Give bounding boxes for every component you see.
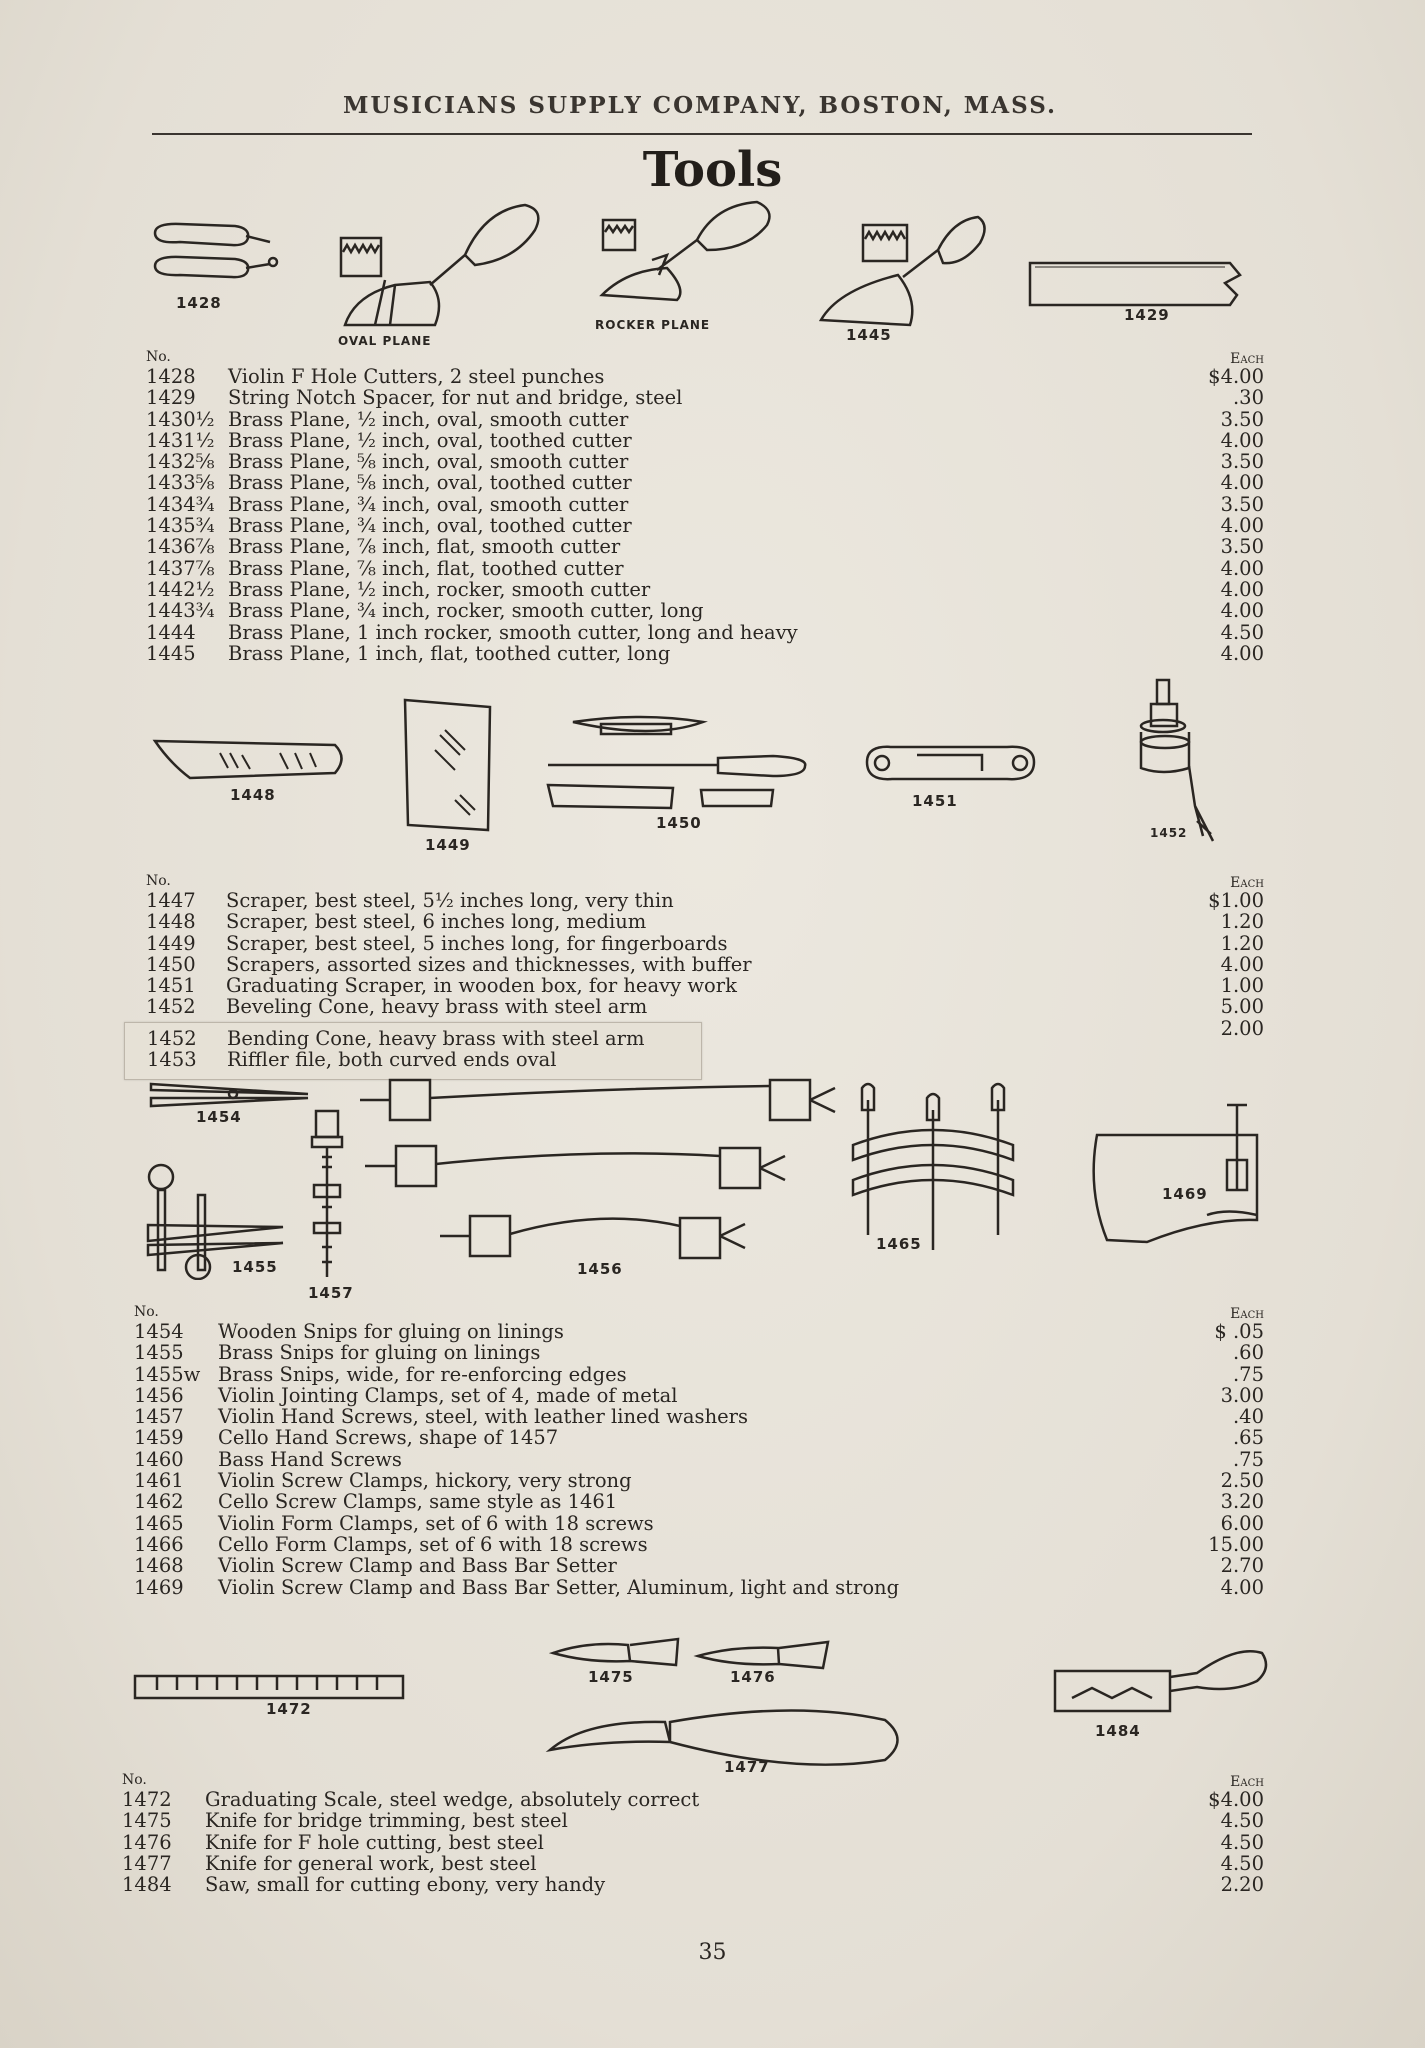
table-planes: [146, 345, 1264, 664]
item-number: 1434¾: [146, 492, 215, 516]
item-price: 3.50: [1220, 407, 1264, 431]
item-price: 4.00: [1220, 514, 1264, 538]
beveling-cone-illustration: [1133, 676, 1228, 851]
bass-bar-setter-illustration: [1087, 1100, 1262, 1245]
graduating-scale-illustration: [132, 1672, 407, 1702]
item-price: 3.00: [1220, 1383, 1264, 1407]
table-row: [122, 1810, 1264, 1831]
item-number: 1448: [146, 910, 196, 934]
item-number: 1452: [147, 1027, 197, 1050]
item-description: Brass Plane, ⅝ inch, oval, smooth cutter: [228, 450, 629, 474]
item-description: Scraper, best steel, 5½ inches long, very thin: [226, 889, 674, 912]
item-price: 4.50: [1220, 1830, 1264, 1854]
item-description: Violin Screw Clamp and Bass Bar Setter: [218, 1554, 617, 1578]
table-clamps: [134, 1300, 1264, 1598]
fig-label-1449: 1449: [425, 836, 471, 854]
item-number: 1455: [134, 1341, 184, 1365]
item-price: 3.50: [1220, 492, 1264, 516]
item-price: 2.70: [1220, 1554, 1264, 1578]
table-row: [146, 890, 1264, 911]
item-description: Brass Plane, 1 inch rocker, smooth cutter, long and heavy: [228, 620, 798, 644]
item-number: 1449: [146, 931, 196, 955]
item-description: Knife for general work, best steel: [205, 1851, 537, 1875]
saw-1484-illustration: [1052, 1643, 1270, 1718]
fig-label-oval-plane: OVAL PLANE: [338, 334, 432, 348]
item-description: Brass Snips, wide, for re-enforcing edges: [218, 1362, 627, 1386]
item-number: 1442½: [146, 577, 215, 601]
item-description: Brass Plane, ¾ inch, rocker, smooth cutter, long: [228, 599, 704, 623]
item-number: 1450: [146, 952, 196, 976]
item-number: 1460: [134, 1447, 184, 1471]
fig-label-1456: 1456: [577, 1260, 623, 1278]
item-description: Scraper, best steel, 5 inches long, for fingerboards: [226, 931, 728, 955]
fig-label-1454: 1454: [196, 1108, 242, 1126]
table-row: [122, 1874, 1264, 1895]
item-description: Graduating Scale, steel wedge, absolutely correct: [205, 1788, 700, 1811]
table-row: [134, 1342, 1264, 1363]
item-number: 1465: [134, 1511, 184, 1535]
table-row: [146, 366, 1264, 387]
item-number: 1443¾: [146, 599, 215, 623]
item-description: Violin Jointing Clamps, set of 4, made of metal: [218, 1383, 678, 1407]
item-price: 2.20: [1220, 1873, 1264, 1897]
item-number: 1445: [146, 641, 196, 665]
item-description: Brass Plane, 1 inch, flat, toothed cutter, long: [228, 641, 671, 665]
item-number: 1459: [134, 1426, 184, 1450]
item-number: 1431½: [146, 428, 215, 452]
item-price: 2.50: [1220, 1469, 1264, 1493]
item-number: 1437⅞: [146, 556, 215, 580]
table-knives: [122, 1768, 1264, 1895]
item-description: Knife for F hole cutting, best steel: [205, 1830, 544, 1854]
item-description: Brass Plane, ½ inch, oval, smooth cutter: [228, 407, 629, 431]
header-rule: [152, 133, 1252, 135]
item-price: 2.00: [1220, 1016, 1264, 1040]
item-price: 3.50: [1220, 450, 1264, 474]
item-number: 1433⅝: [146, 471, 215, 495]
fig-label-1455: 1455: [232, 1258, 278, 1276]
table-row: [146, 933, 1264, 954]
item-description: Cello Screw Clamps, same style as 1461: [218, 1490, 618, 1514]
rocker-plane-illustration: [597, 200, 777, 310]
item-number: 1447: [146, 889, 196, 912]
item-number: 1436⅞: [146, 535, 215, 559]
item-description: Brass Plane, ½ inch, rocker, smooth cutter: [228, 577, 651, 601]
item-description: Brass Plane, ⅞ inch, flat, toothed cutter: [228, 556, 624, 580]
fig-label-1452: 1452: [1150, 826, 1188, 840]
fig-label-1469: 1469: [1162, 1185, 1208, 1203]
item-number: 1477: [122, 1851, 172, 1875]
column-header-each: Each: [1230, 1774, 1264, 1790]
table-row: [122, 1789, 1264, 1810]
table-row: [134, 1534, 1264, 1555]
item-description: Brass Plane, ⅝ inch, oval, toothed cutter: [228, 471, 632, 495]
column-header-no: No.: [146, 349, 171, 365]
item-number: 1456: [134, 1383, 184, 1407]
scraper-1449-illustration: [400, 695, 495, 835]
form-clamps-illustration: [848, 1080, 1018, 1260]
table-scrapers: [146, 869, 1264, 1039]
item-description: Knife for bridge trimming, best steel: [205, 1809, 568, 1833]
table-row: [122, 1853, 1264, 1874]
item-number: 1451: [146, 974, 196, 998]
fig-label-1476: 1476: [730, 1668, 776, 1686]
fig-label-1451: 1451: [912, 792, 958, 810]
item-number: 1452: [146, 995, 196, 1019]
item-description: Beveling Cone, heavy brass with steel arm: [226, 995, 648, 1019]
item-price: 4.00: [1220, 1575, 1264, 1599]
item-description: Violin F Hole Cutters, 2 steel punches: [228, 365, 605, 388]
item-description: Cello Hand Screws, shape of 1457: [218, 1426, 559, 1450]
item-number: 1475: [122, 1809, 172, 1833]
item-price: 3.50: [1220, 535, 1264, 559]
table-row: [134, 1470, 1264, 1491]
item-number: 1444: [146, 620, 196, 644]
table-row: [134, 1385, 1264, 1406]
fig-label-1429: 1429: [1124, 306, 1170, 324]
item-number: 1453: [147, 1048, 197, 1072]
item-price: 5.00: [1220, 995, 1264, 1019]
table-row: [134, 1321, 1264, 1342]
rows-clamps: [134, 1321, 1264, 1598]
item-price: 4.00: [1220, 556, 1264, 580]
item-number: 1461: [134, 1469, 184, 1493]
item-price: 4.00: [1220, 577, 1264, 601]
table-row: [146, 622, 1264, 643]
item-description: Brass Plane, ¾ inch, oval, toothed cutter: [228, 514, 632, 538]
item-price: .65: [1232, 1426, 1264, 1450]
item-description: Scraper, best steel, 6 inches long, medium: [226, 910, 647, 934]
item-description: Violin Screw Clamp and Bass Bar Setter, Aluminum, light and strong: [218, 1575, 900, 1599]
table-row: [146, 643, 1264, 664]
table-row: [146, 911, 1264, 932]
rows-planes: [146, 366, 1264, 664]
item-description: Brass Plane, ½ inch, oval, toothed cutter: [228, 428, 632, 452]
item-price: 4.00: [1220, 952, 1264, 976]
item-price: 4.00: [1220, 428, 1264, 452]
fig-label-1457: 1457: [308, 1284, 354, 1302]
table-row: [134, 1577, 1264, 1598]
item-price: 4.00: [1220, 471, 1264, 495]
item-number: 1432⅝: [146, 450, 215, 474]
item-number: 1457: [134, 1405, 184, 1429]
item-price: $1.00: [1208, 889, 1264, 912]
item-number: 1469: [134, 1575, 184, 1599]
hole-cutters-illustration: [150, 218, 280, 288]
item-number: 1435¾: [146, 514, 215, 538]
table-row: [146, 975, 1264, 996]
item-number: 1454: [134, 1320, 184, 1343]
item-number: 1430½: [146, 407, 215, 431]
item-number: 1476: [122, 1830, 172, 1854]
item-number: 1468: [134, 1554, 184, 1578]
item-price: 4.50: [1220, 1851, 1264, 1875]
item-description: Wooden Snips for gluing on linings: [218, 1320, 564, 1343]
column-header-no: No.: [146, 873, 171, 889]
fig-label-1477: 1477: [724, 1758, 770, 1776]
fig-label-1428: 1428: [176, 294, 222, 312]
item-price: $4.00: [1208, 1788, 1264, 1811]
table-row: [134, 1406, 1264, 1427]
table-row: [134, 1427, 1264, 1448]
table-row: [134, 1449, 1264, 1470]
item-price: 4.00: [1220, 641, 1264, 665]
item-price: $ .05: [1214, 1320, 1264, 1343]
table-row: [134, 1555, 1264, 1576]
item-description: Brass Plane, ⅞ inch, flat, smooth cutter: [228, 535, 621, 559]
item-description: Brass Plane, ¾ inch, oval, smooth cutter: [228, 492, 629, 516]
item-number: 1462: [134, 1490, 184, 1514]
item-price: 1.20: [1220, 931, 1264, 955]
fig-label-1465: 1465: [876, 1235, 922, 1253]
rows-knives: [122, 1789, 1264, 1895]
item-description: String Notch Spacer, for nut and bridge, steel: [228, 386, 683, 410]
slip-rows: [147, 1028, 687, 1071]
table-row: [146, 387, 1264, 408]
item-price: 4.50: [1220, 1809, 1264, 1833]
jointing-clamps-illustration: [360, 1068, 845, 1278]
table-row: [146, 558, 1264, 579]
page-header: MUSICIANS SUPPLY COMPANY, BOSTON, MASS.: [342, 92, 1057, 119]
table-row: [146, 600, 1264, 621]
table-row: [146, 494, 1264, 515]
column-header-no: No.: [122, 1772, 147, 1788]
item-number: 1428: [146, 365, 196, 388]
table-row: [146, 536, 1264, 557]
table-row: [146, 451, 1264, 472]
item-description: Violin Form Clamps, set of 6 with 18 screws: [218, 1511, 654, 1535]
item-description: Violin Screw Clamps, hickory, very strong: [218, 1469, 632, 1493]
scrapers-1450-illustration: [543, 710, 813, 815]
item-description: Brass Snips for gluing on linings: [218, 1341, 541, 1365]
table-row: [146, 579, 1264, 600]
item-description: Graduating Scraper, in wooden box, for heavy work: [226, 974, 737, 998]
hand-screw-illustration: [308, 1107, 348, 1282]
item-price: 3.20: [1220, 1490, 1264, 1514]
item-number: 1455w: [134, 1362, 201, 1386]
item-number: 1466: [134, 1532, 184, 1556]
item-price: 1.00: [1220, 974, 1264, 998]
fig-label-1450: 1450: [656, 814, 702, 832]
item-number: 1472: [122, 1788, 172, 1811]
table-row: [134, 1491, 1264, 1512]
table-row: [146, 515, 1264, 536]
item-description: Riffler file, both curved ends oval: [227, 1048, 557, 1072]
table-row: [146, 954, 1264, 975]
item-description: Cello Form Clamps, set of 6 with 18 screws: [218, 1532, 648, 1556]
item-description: Bending Cone, heavy brass with steel arm: [227, 1027, 645, 1050]
table-row: [146, 409, 1264, 430]
table-row: [122, 1832, 1264, 1853]
item-description: Scrapers, assorted sizes and thicknesses, with buffer: [226, 952, 752, 976]
item-price: 1.20: [1220, 910, 1264, 934]
item-price: .40: [1232, 1405, 1264, 1429]
table-row: [146, 430, 1264, 451]
table-row: [134, 1364, 1264, 1385]
column-header-each: Each: [1230, 875, 1264, 891]
column-header-each: Each: [1230, 1306, 1264, 1322]
table-row: [146, 472, 1264, 493]
page-number: 35: [698, 1940, 727, 1965]
item-price: .75: [1232, 1447, 1264, 1471]
plane-1445-illustration: [818, 215, 988, 330]
table-row: [146, 996, 1264, 1017]
scraper-1448-illustration: [150, 733, 350, 788]
graduating-scraper-illustration: [862, 737, 1037, 792]
rows-scrapers: [146, 890, 1264, 1039]
knife-1475-illustration: [548, 1635, 683, 1670]
item-number: 1429: [146, 386, 196, 410]
item-description: Saw, small for cutting ebony, very handy: [205, 1873, 606, 1897]
item-price: .30: [1232, 386, 1264, 410]
item-number: 1484: [122, 1873, 172, 1897]
item-price: .75: [1232, 1362, 1264, 1386]
item-price: 4.00: [1220, 599, 1264, 623]
fig-label-1448: 1448: [230, 786, 276, 804]
table-row: [134, 1513, 1264, 1534]
column-header-each: Each: [1230, 351, 1264, 367]
item-price: $4.00: [1208, 365, 1264, 388]
fig-label-1484: 1484: [1095, 1722, 1141, 1740]
item-price: 6.00: [1220, 1511, 1264, 1535]
item-price: .60: [1232, 1341, 1264, 1365]
item-price: 15.00: [1208, 1532, 1264, 1556]
fig-label-1475: 1475: [588, 1668, 634, 1686]
oval-plane-illustration: [335, 200, 545, 330]
item-price: 4.50: [1220, 620, 1264, 644]
fig-label-1445: 1445: [846, 326, 892, 344]
page-title: Tools: [642, 142, 783, 198]
item-description: Violin Hand Screws, steel, with leather lined washers: [218, 1405, 748, 1429]
item-description: Bass Hand Screws: [218, 1447, 402, 1471]
fig-label-rocker-plane: ROCKER PLANE: [595, 318, 711, 332]
fig-label-1472: 1472: [266, 1700, 312, 1718]
column-header-no: No.: [134, 1304, 159, 1320]
